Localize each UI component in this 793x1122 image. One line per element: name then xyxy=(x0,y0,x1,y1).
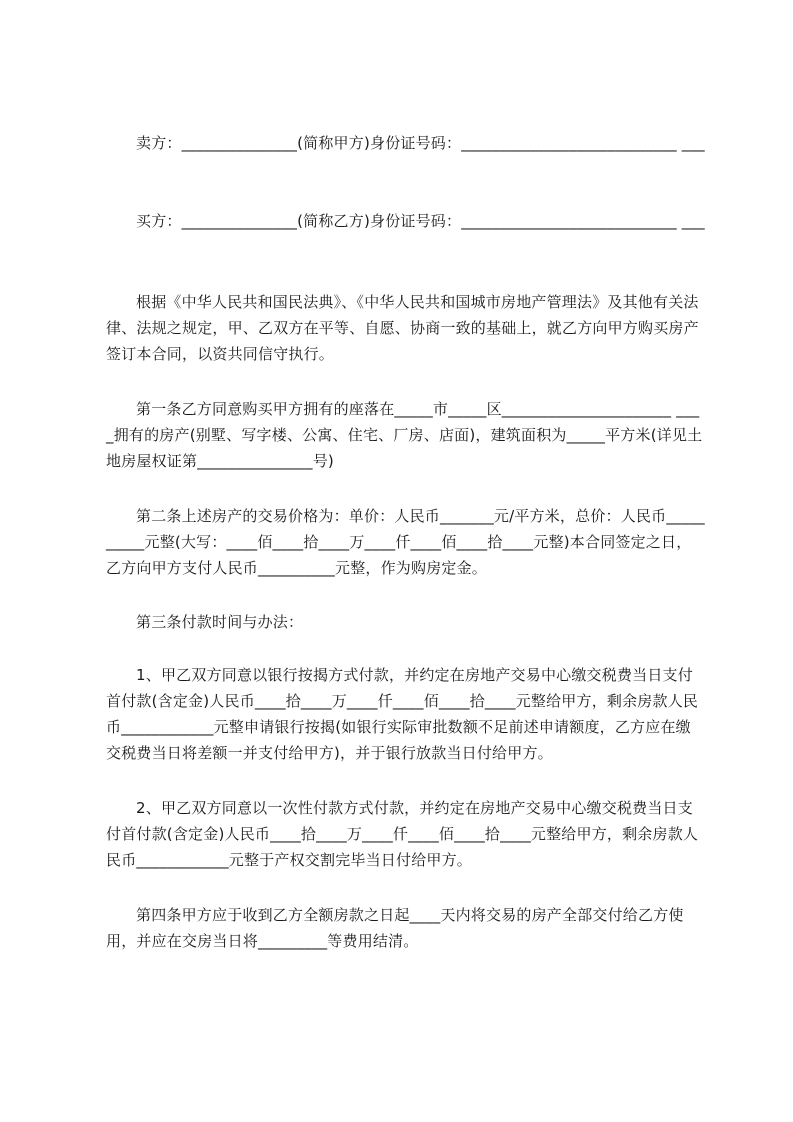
preamble-paragraph: 根据《中华人民共和国民法典》、《中华人民共和国城市房地产管理法》及其他有关法律、法规之规定，甲、乙双方在平等、自愿、协商一致的基础上，就乙方向甲方购买房产签订本合同，以资共同信守执行。 xyxy=(106,293,699,363)
article-3-item-2: 2、甲乙双方同意以一次性付款方式付款，并约定在房地产交易中心缴交税费当日支付首付款(含定金)人民币____拾____万____仟____佰____拾____元整给甲方，剩余房款人民币____________元整于产权交割完毕当日付给甲方。 xyxy=(106,799,699,869)
article-2-paragraph: 第二条上述房产的交易价格为：单价：人民币_______元/平方米，总价：人民币__________元整(大写：____佰____拾____万____仟____佰____拾____元整)本合同签定之日，乙方向甲方支付人民币__________元整，作为购房定金。 xyxy=(106,507,705,577)
article-3-title: 第三条付款时间与办法： xyxy=(136,613,304,631)
article-3-item-1: 1、甲乙双方同意以银行按揭方式付款，并约定在房地产交易中心缴交税费当日支付首付款(含定金)人民币____拾____万____仟____佰____拾____元整给甲方，剩余房款人民币____________元整申请银行按揭(如银行实际审批数额不足前述申请额度，乙方应在缴交税费当日将差额一并支付给甲方)，并于银行放款当日付给甲方。 xyxy=(106,666,699,762)
article-1-paragraph: 第一条乙方同意购买甲方拥有的座落在_____市_____区______________________ ____拥有的房产(别墅、写字楼、公寓、住宅、厂房、店面)，建筑面积为_____平方米(详见土地房屋权证第_______________号) xyxy=(106,400,703,470)
seller-line: 卖方：_______________(简称甲方)身份证号码：____________________________ ___ xyxy=(136,134,705,152)
article-4-paragraph: 第四条甲方应于收到乙方全额房款之日起____天内将交易的房产全部交付给乙方使用，并应在交房当日将_________等费用结清。 xyxy=(106,906,684,950)
buyer-line: 买方：_______________(简称乙方)身份证号码：____________________________ ___ xyxy=(136,212,705,230)
